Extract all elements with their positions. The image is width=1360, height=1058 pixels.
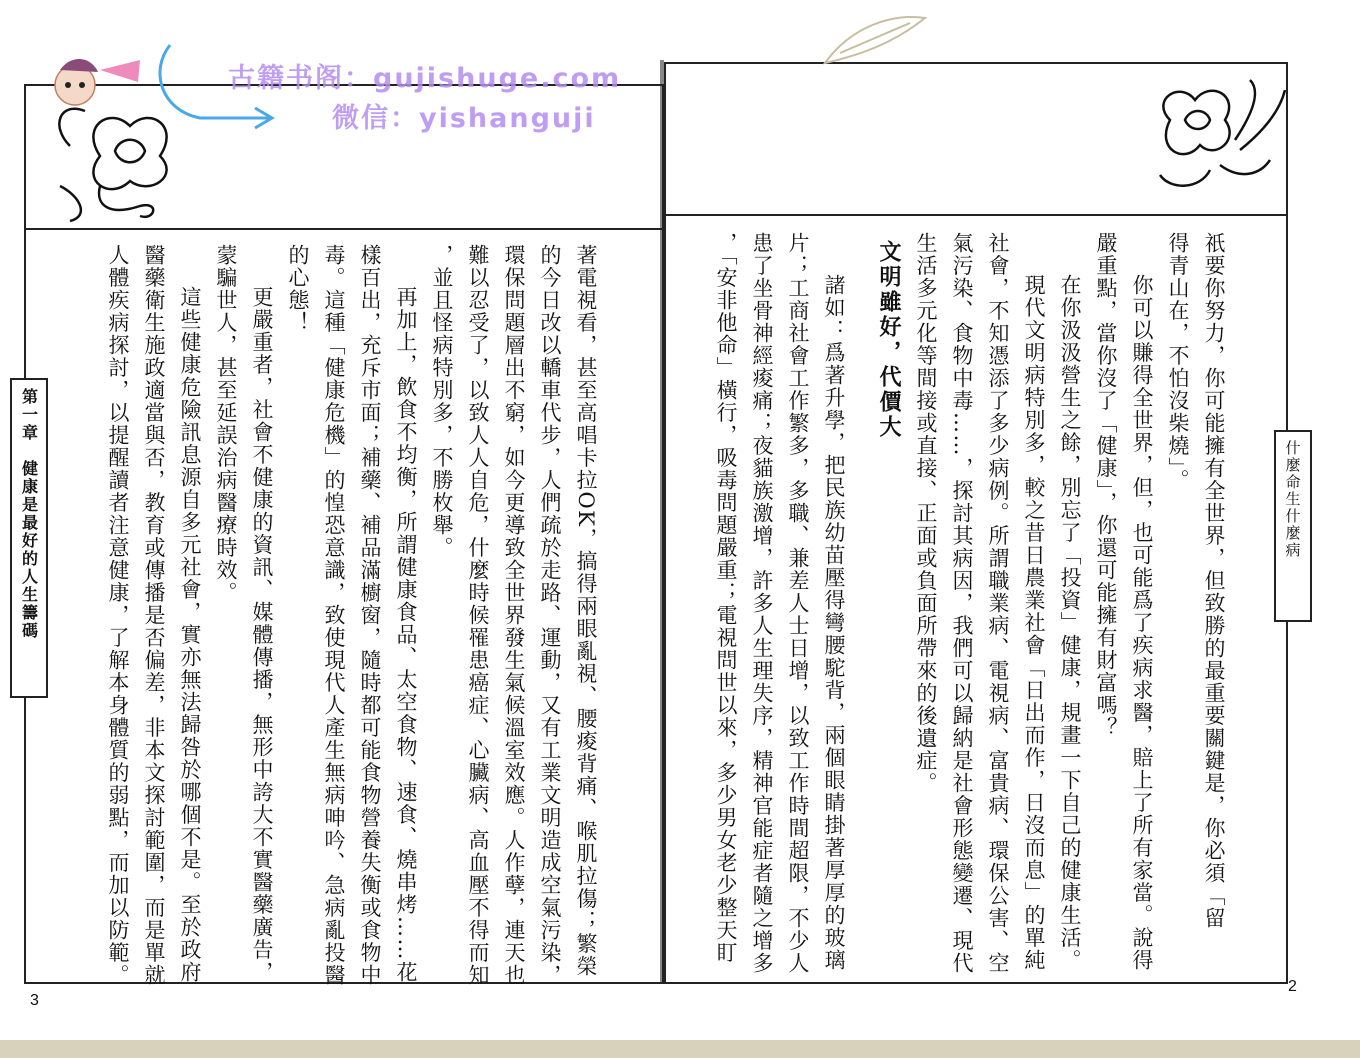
text-column: 在你汲汲營生之餘，別忘了「投資」健康，規畫一下自己的健康生活。 (1058, 274, 1082, 972)
text-column: 你可以賺得全世界，但，也可能爲了疾病求醫，賠上了所有家當。說得 (1130, 274, 1154, 972)
text-column: 生活多元化等間接或直接、正面或負面所帶來的後遺症。 (914, 232, 938, 795)
text-column: 患了坐骨神經痠痛；夜貓族激增，許多人生理失序，精神官能症者隨之增多 (750, 232, 774, 975)
text-column: 嚴重點，當你沒了「健康」，你還可能擁有財富嗎？ (1094, 232, 1118, 739)
text-column: 的今日改以轎車代步，人們疏於走路、運動，又有工業文明造成空氣污染， (538, 244, 562, 987)
text-column: 毒。這種「健康危機」的惶恐意識，致使現代人產生無病呻吟、急病亂投醫 (322, 244, 346, 987)
section-heading: 文明雖好，代價大 (876, 240, 901, 440)
text-column: 氣污染、食物中毒……，探討其病因，我們可以歸納是社會形態變遷、現代 (950, 232, 974, 975)
text-column: ，並且怪病特別多，不勝枚舉。 (430, 244, 454, 559)
right-flower-ornament (1140, 80, 1290, 200)
left-header-rule (24, 228, 664, 230)
chapter-title-tab: 第一章 健康是最好的人生籌碼 (10, 378, 48, 698)
text-column: 人體疾病探討，以提醒讀者注意健康，了解本身體質的弱點，而加以防範。 (106, 244, 130, 987)
text-column: 這些健康危險訊息源自多元社會，實亦無法歸咎於哪個不是。至於政府 (178, 286, 202, 984)
watermark-line-2: 微信：yishanguji (332, 103, 596, 134)
text-column: 醫藥衛生施政適當與否，教育或傳播是否偏差，非本文探討範圍，而是單就 (142, 244, 166, 987)
watermark-line-1: 古籍书阁：gujishuge.com (228, 63, 622, 94)
page-number-left: 3 (30, 992, 39, 1009)
text-column: 更嚴重者，社會不健康的資訊、媒體傳播，無形中誇大不實醫藥廣告， (250, 286, 274, 984)
text-column: ，「安非他命」橫行，吸毒問題嚴重；電視問世以來，多少男女老少整天盯 (714, 232, 738, 964)
text-column: 著電視看，甚至高唱卡拉OK，搞得兩眼亂視、腰痠背痛、喉肌拉傷；繁榮 (574, 244, 598, 978)
text-column: 片；工商社會工作繁多，多職、兼差人士日增，以致工作時間超限，不少人 (786, 232, 810, 975)
text-column: 諸如：爲著升學，把民族幼苗壓得彎腰駝背，兩個眼睛掛著厚厚的玻璃 (822, 274, 846, 972)
text-column: 再加上，飲食不均衡，所謂健康食品、太空食物、速食、燒串烤……花 (394, 286, 418, 984)
scan-bottom-band (0, 1040, 1360, 1058)
running-header-tab: 什麼命生什麼病 (1274, 430, 1312, 622)
text-column: 現代文明病特別多，較之昔日農業社會「日出而作，日沒而息」的單純 (1022, 274, 1046, 972)
left-page-text-block (100, 244, 604, 987)
text-column: 蒙騙世人，甚至延誤治病醫療時效。 (214, 244, 238, 604)
right-page-text-block-1 (908, 232, 1232, 975)
text-column: 樣百出，充斥市面；補藥、補品滿櫥窗，隨時都可能食物營養失衡或食物中 (358, 244, 382, 987)
text-column: 祇要你努力，你可能擁有全世界，但致勝的最重要關鍵是，你必須「留 (1202, 232, 1226, 930)
watermark-leaf-graphic (820, 8, 930, 68)
text-column: 的心態！ (286, 244, 310, 334)
text-column: 難以忍受了，以致人人自危，什麼時候罹患癌症、心臟病、高血壓不得而知 (466, 244, 490, 987)
text-column: 社會，不知憑添了多少病例。所謂職業病、電視病、富貴病、環保公害、空 (986, 232, 1010, 975)
right-page-text-block-2 (708, 232, 852, 975)
text-column: 環保問題層出不窮，如今更導致全世界發生氣候溫室效應。人作孽，連天也 (502, 244, 526, 987)
right-header-rule (664, 214, 1286, 216)
text-column: 得青山在，不怕沒柴燒」。 (1166, 232, 1190, 492)
page-number-right: 2 (1288, 978, 1297, 995)
